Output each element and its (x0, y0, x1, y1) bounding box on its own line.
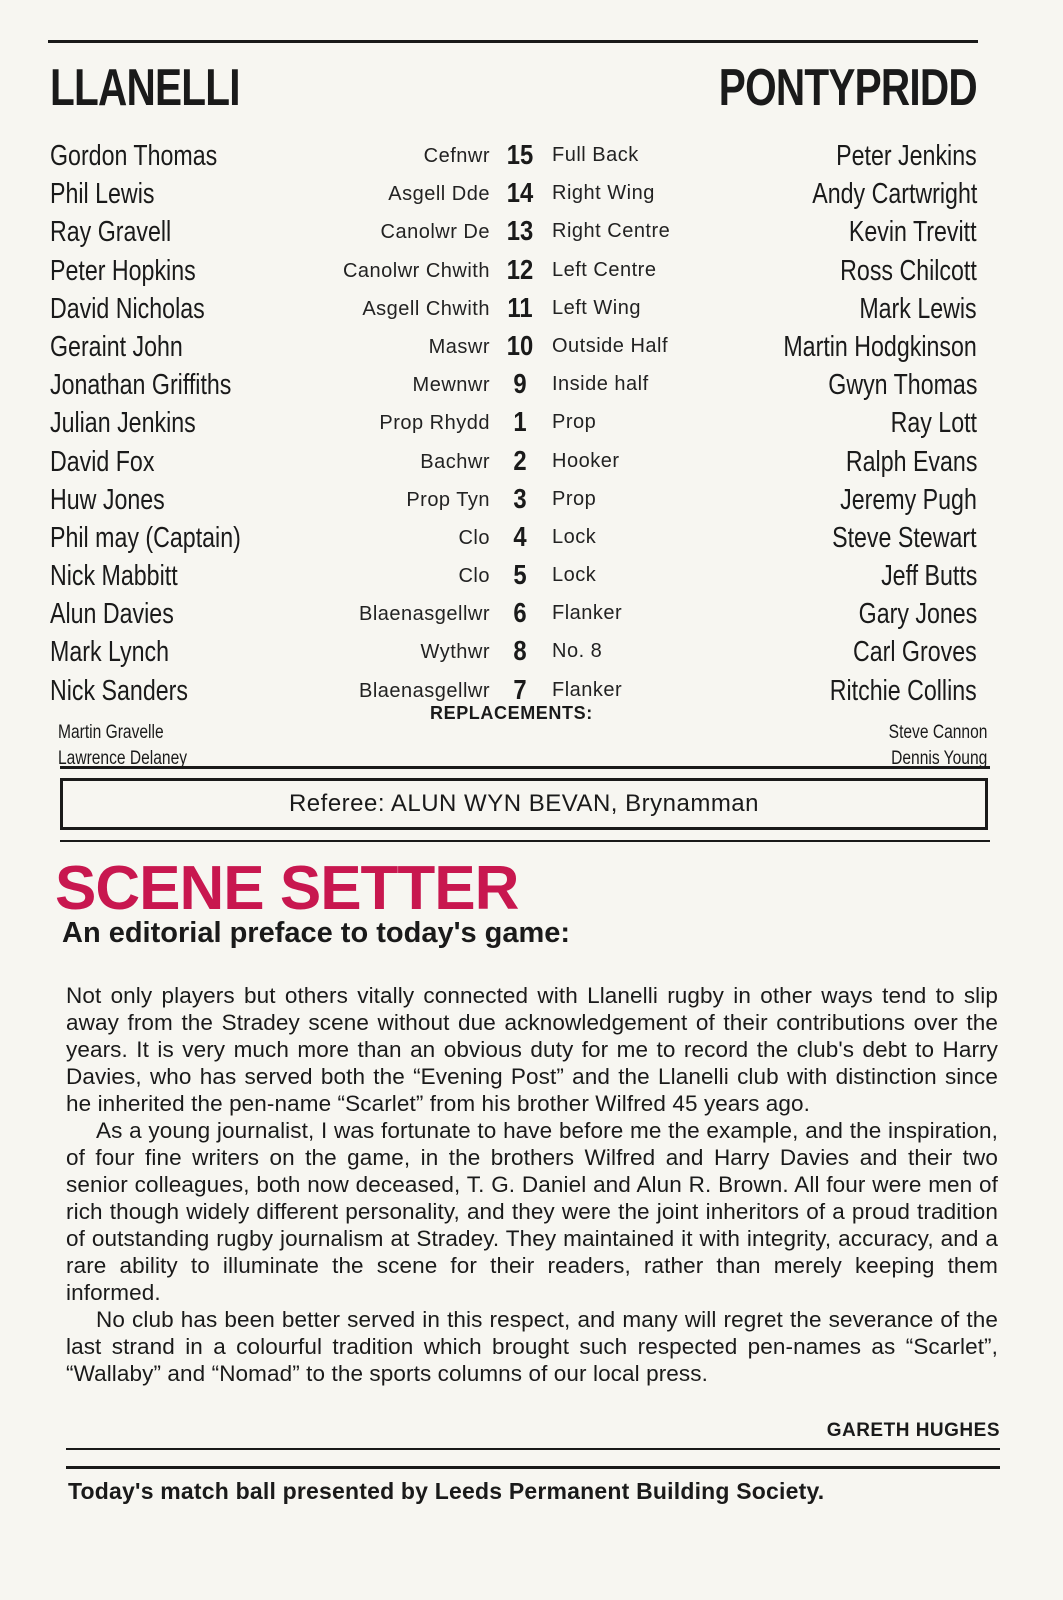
position-number: 6 (513, 597, 527, 629)
top-rule (48, 40, 978, 43)
position-number: 9 (513, 368, 527, 400)
away-player (735, 519, 977, 557)
away-player (735, 137, 977, 175)
away-player-name: Martin Hodgkinson (783, 330, 977, 363)
position-row (260, 443, 720, 481)
away-player (735, 443, 977, 481)
home-replacement-name: Lawrence Delaney (58, 748, 188, 769)
scene-setter-subtitle: An editorial preface to today's game: (62, 917, 571, 949)
away-player (735, 595, 977, 633)
position-english: Lock (552, 564, 597, 587)
referee-bottom-rule (60, 840, 990, 842)
home-player-name: Phil Lewis (50, 178, 155, 211)
position-row (260, 519, 720, 557)
referee-box (60, 778, 988, 830)
position-english: Flanker (552, 678, 623, 701)
position-row (260, 137, 720, 175)
position-row (260, 633, 720, 671)
position-english: Full Back (552, 144, 639, 166)
position-welsh: Asgell Dde (388, 183, 490, 206)
home-player-name: Nick Mabbitt (50, 560, 178, 593)
sponsor-note: Today's match ball presented by Leeds Permanent Building Society. (68, 1478, 825, 1504)
position-welsh: Canolwr Chwith (342, 259, 490, 282)
position-english: Hooker (552, 449, 620, 472)
position-welsh: Clo (458, 526, 490, 549)
home-player-name: Gordon Thomas (50, 140, 218, 172)
away-player-name: Ross Chilcott (840, 254, 977, 287)
home-player-name: David Nicholas (50, 292, 205, 325)
position-welsh: Cefnwr (423, 145, 490, 167)
position-number: 14 (506, 177, 534, 209)
positions-list (260, 137, 720, 710)
position-english: Prop (552, 411, 597, 434)
position-number: 11 (507, 291, 533, 323)
away-player (735, 557, 977, 595)
position-welsh: Canolwr De (380, 221, 490, 244)
position-number: 5 (513, 559, 527, 591)
home-player-name: Phil may (Captain) (50, 521, 241, 554)
away-player-name: Ray Lott (890, 407, 977, 440)
away-replacement (867, 720, 987, 746)
position-english: Flanker (552, 602, 623, 625)
position-number: 1 (513, 406, 527, 438)
position-row (260, 366, 720, 404)
position-english: Inside half (552, 373, 649, 396)
position-row (260, 404, 720, 442)
position-welsh: Bachwr (420, 450, 490, 473)
away-player (735, 366, 977, 404)
referee-text: Referee: ALUN WYN BEVAN, Brynamman (288, 790, 760, 817)
author-rule (66, 1448, 1000, 1450)
article-author: GARETH HUGHES (826, 1420, 1000, 1441)
position-number: 4 (513, 520, 527, 552)
position-english: Left Wing (552, 296, 641, 319)
away-player-name: Gwyn Thomas (827, 369, 977, 402)
position-number: 8 (513, 635, 527, 667)
away-player-name: Carl Groves (853, 636, 977, 669)
position-row (260, 175, 720, 213)
position-number: 2 (513, 444, 527, 476)
home-player-name: Peter Hopkins (50, 254, 196, 287)
away-player (735, 175, 977, 213)
editorial-article (66, 982, 998, 1387)
home-player-name: Geraint John (50, 330, 183, 363)
away-player-name: Jeremy Pugh (840, 483, 977, 516)
home-player-name: Nick Sanders (50, 674, 188, 707)
away-replacement (867, 746, 987, 772)
away-player-name: Kevin Trevitt (849, 216, 977, 249)
position-row (260, 481, 720, 519)
position-number: 3 (513, 482, 527, 514)
home-player-name: Jonathan Griffiths (50, 369, 232, 402)
away-player-name: Andy Cartwright (811, 178, 977, 211)
home-replacements (58, 720, 215, 772)
home-player-name: Julian Jenkins (50, 407, 196, 440)
away-player-name: Peter Jenkins (836, 140, 977, 172)
position-english: Prop (552, 487, 597, 510)
position-english: Left Centre (552, 258, 657, 281)
position-welsh: Maswr (428, 335, 490, 358)
position-welsh: Prop Tyn (406, 488, 490, 511)
away-replacement-name: Steve Cannon (888, 722, 987, 743)
home-replacement-name: Martin Gravelle (58, 722, 164, 743)
scene-setter-title: SCENE SETTER (55, 854, 519, 923)
home-player-name: Mark Lynch (50, 636, 170, 669)
away-player (735, 481, 977, 519)
away-team-name: PONTYPRIDD (718, 59, 977, 117)
position-english: Right Centre (552, 220, 671, 243)
position-english: Lock (552, 525, 597, 548)
position-welsh: Blaenasgellwr (358, 679, 490, 702)
away-player-name: Gary Jones (858, 598, 977, 631)
home-replacement (58, 746, 215, 772)
article-paragraph: Not only players but others vitally connected with Llanelli rugby in other ways tend to slip away from the Stradey scene without due acknowledgement of their contributions over the years. It is very much more than an obvious duty for me to record the club's debt to Harry Davies, who has served both the “Evening Post” and the Llanelli club with distinction since he inherited the pen-name “Scarlet” from his brother Wilfred 45 years ago. (66, 983, 998, 1116)
position-welsh: Prop Rhydd (379, 412, 490, 435)
away-player (735, 328, 977, 366)
away-player-list (735, 137, 977, 710)
position-row (260, 328, 720, 366)
home-player-name: Huw Jones (50, 483, 165, 516)
away-replacement-name: Dennis Young (890, 748, 987, 769)
position-number: 7 (513, 673, 527, 705)
away-player-name: Steve Stewart (832, 521, 977, 554)
away-player (735, 404, 977, 442)
position-number: 13 (506, 215, 534, 247)
position-welsh: Wythwr (420, 641, 490, 664)
position-row (260, 290, 720, 328)
position-welsh: Blaenasgellwr (358, 603, 490, 626)
position-english: No. 8 (552, 640, 603, 663)
position-welsh: Mewnwr (412, 374, 490, 397)
position-number: 15 (506, 139, 534, 170)
position-welsh: Asgell Chwith (362, 297, 490, 320)
away-player (735, 290, 977, 328)
article-paragraph: No club has been better served in this respect, and many will regret the severance of the last strand in a colourful tradition which brought such respected pen-names as “Scarlet”, “Wallaby” and “Nomad” to the sports columns of our local press. (66, 1307, 998, 1386)
position-english: Right Wing (552, 182, 655, 205)
away-player-name: Ritchie Collins (830, 674, 977, 707)
footer-rule (66, 1466, 1000, 1469)
away-player-name: Jeff Butts (880, 560, 977, 593)
replacements-heading: REPLACEMENTS: (430, 703, 593, 723)
away-player (735, 633, 977, 671)
home-player-name: Ray Gravell (50, 216, 172, 249)
away-player (735, 672, 977, 710)
home-replacement (58, 720, 215, 746)
position-english: Outside Half (552, 334, 669, 357)
away-player-name: Mark Lewis (859, 292, 977, 325)
home-player-name: David Fox (50, 445, 155, 478)
home-player-name: Alun Davies (50, 598, 174, 631)
position-row (260, 252, 720, 290)
away-player-name: Ralph Evans (845, 445, 977, 478)
position-row (260, 595, 720, 633)
home-team-name: LLANELLI (50, 59, 240, 117)
away-player (735, 213, 977, 251)
away-replacements (867, 720, 987, 772)
article-paragraph: As a young journalist, I was fortunate to have before me the example, and the inspiration, of four fine writers on the game, in the brothers Wilfred and Harry Davies and their two senior colleagues, both now deceased, T. G. Daniel and Alun R. Brown. All four were men of rich though widely different personality, and they were the joint inheritors of a proud tradition of outstanding rugby journalism at Stradey. They maintained it with integrity, accuracy, and a rare ability to illuminate the scene for their readers, rather than merely keeping them informed. (66, 1118, 998, 1305)
position-row (260, 213, 720, 251)
position-number: 10 (506, 329, 534, 361)
away-player (735, 252, 977, 290)
position-welsh: Clo (458, 565, 490, 588)
position-row (260, 557, 720, 595)
position-number: 12 (506, 253, 534, 285)
